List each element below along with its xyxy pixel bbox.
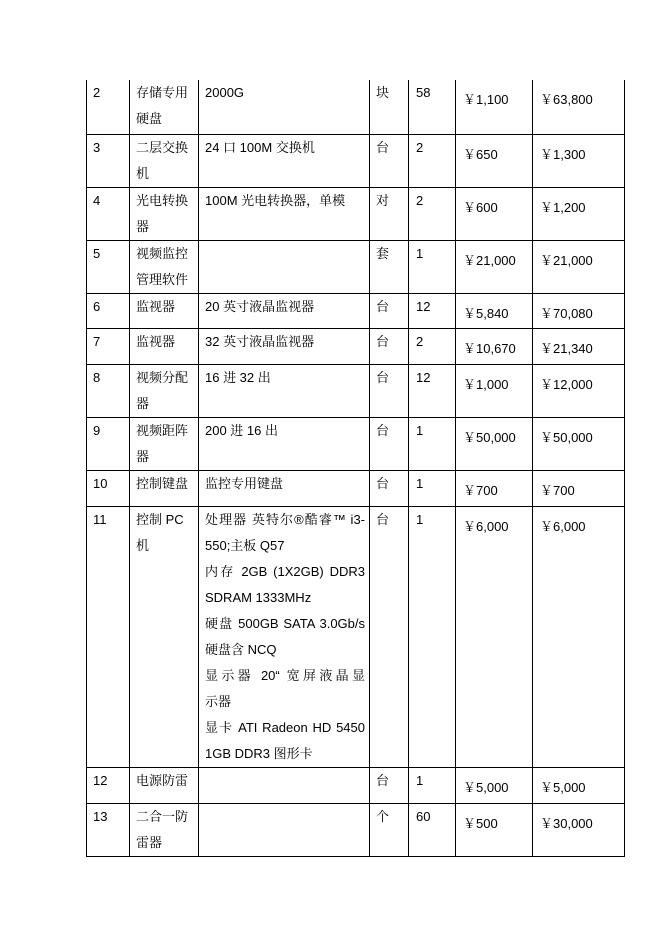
spec-line: 处理器 英特尔®酷睿™ i3- — [205, 511, 365, 527]
spec-line: 示器 — [205, 693, 232, 709]
table-row — [87, 803, 625, 856]
total-price-cell: ￥21,340 — [533, 328, 625, 364]
table-row — [87, 187, 625, 240]
row-number-cell: 5 — [87, 240, 130, 293]
spec-cell — [199, 803, 370, 856]
unit-price-cell: ￥500 — [456, 803, 533, 856]
total-price-cell: ￥1,300 — [533, 134, 625, 187]
spec-cell — [199, 506, 370, 767]
quantity-cell: 58 — [409, 80, 456, 134]
spec-cell: 20 英寸液晶监视器 — [199, 293, 370, 328]
quantity-cell: 12 — [409, 293, 456, 328]
unit-price-cell: ￥10,670 — [456, 328, 533, 364]
spec-cell — [199, 240, 370, 293]
item-name-cell: 控制键盘 — [130, 470, 199, 506]
unit-cell: 台 — [370, 767, 409, 803]
unit-cell: 台 — [370, 134, 409, 187]
spec-cell: 监控专用键盘 — [199, 470, 370, 506]
unit-cell: 套 — [370, 240, 409, 293]
table-row — [87, 134, 625, 187]
row-number-cell: 12 — [87, 767, 130, 803]
item-name-cell: 电源防雷 — [130, 767, 199, 803]
unit-cell: 台 — [370, 293, 409, 328]
quantity-cell: 1 — [409, 470, 456, 506]
quantity-cell: 1 — [409, 506, 456, 767]
spec-cell: 2000G — [199, 80, 370, 134]
unit-cell: 对 — [370, 187, 409, 240]
item-name-cell: 存储专用硬盘 — [130, 80, 199, 134]
item-name-cell: 控制 PC 机 — [130, 506, 199, 767]
unit-price-cell: ￥21,000 — [456, 240, 533, 293]
table-row — [87, 80, 625, 134]
total-price-cell: ￥63,800 — [533, 80, 625, 134]
unit-price-cell: ￥700 — [456, 470, 533, 506]
spec-line: 550;主板 Q57 — [205, 537, 285, 553]
table-row — [87, 767, 625, 803]
item-name-cell: 监视器 — [130, 328, 199, 364]
unit-price-cell: ￥600 — [456, 187, 533, 240]
item-name-cell: 视频监控管理软件 — [130, 240, 199, 293]
item-name-cell: 视频分配器 — [130, 364, 199, 417]
spec-line: 内存 2GB (1X2GB) DDR3 — [205, 563, 365, 579]
quantity-cell: 2 — [409, 187, 456, 240]
spec-cell: 100M 光电转换器，单模 — [199, 187, 370, 240]
row-number-cell: 6 — [87, 293, 130, 328]
spec-line: 1GB DDR3 图形卡 — [205, 745, 313, 761]
table-row — [87, 506, 625, 767]
spec-line: 显卡 ATI Radeon HD 5450 — [205, 719, 365, 735]
table-row — [87, 240, 625, 293]
item-name-cell: 监视器 — [130, 293, 199, 328]
row-number-cell: 3 — [87, 134, 130, 187]
spec-line: SDRAM 1333MHz — [205, 589, 312, 605]
row-number-cell: 9 — [87, 417, 130, 470]
unit-price-cell: ￥5,000 — [456, 767, 533, 803]
spec-cell: 24 口 100M 交换机 — [199, 134, 370, 187]
unit-cell: 块 — [370, 80, 409, 134]
unit-cell: 台 — [370, 506, 409, 767]
row-number-cell: 7 — [87, 328, 130, 364]
spec-cell: 32 英寸液晶监视器 — [199, 328, 370, 364]
total-price-cell: ￥5,000 — [533, 767, 625, 803]
total-price-cell: ￥700 — [533, 470, 625, 506]
spec-line: 显示器 20“ 宽屏液晶显 — [205, 667, 365, 683]
unit-cell: 台 — [370, 328, 409, 364]
equipment-price-table — [86, 80, 625, 857]
total-price-cell: ￥1,200 — [533, 187, 625, 240]
row-number-cell: 10 — [87, 470, 130, 506]
total-price-cell: ￥12,000 — [533, 364, 625, 417]
quantity-cell: 60 — [409, 803, 456, 856]
spec-cell: 200 进 16 出 — [199, 417, 370, 470]
unit-price-cell: ￥1,000 — [456, 364, 533, 417]
row-number-cell: 13 — [87, 803, 130, 856]
unit-cell: 台 — [370, 470, 409, 506]
item-name-cell: 二层交换机 — [130, 134, 199, 187]
total-price-cell: ￥30,000 — [533, 803, 625, 856]
quantity-cell: 12 — [409, 364, 456, 417]
quantity-cell: 1 — [409, 417, 456, 470]
spec-line: 硬盘 500GB SATA 3.0Gb/s — [205, 615, 365, 631]
spec-line: 硬盘含 NCQ — [205, 641, 277, 657]
quantity-cell: 2 — [409, 134, 456, 187]
quantity-cell: 2 — [409, 328, 456, 364]
unit-price-cell: ￥6,000 — [456, 506, 533, 767]
table-row — [87, 293, 625, 328]
unit-cell: 台 — [370, 364, 409, 417]
table-row — [87, 470, 625, 506]
unit-price-cell: ￥5,840 — [456, 293, 533, 328]
table-row — [87, 328, 625, 364]
row-number-cell: 2 — [87, 80, 130, 134]
unit-price-cell: ￥1,100 — [456, 80, 533, 134]
quantity-cell: 1 — [409, 240, 456, 293]
row-number-cell: 8 — [87, 364, 130, 417]
total-price-cell: ￥6,000 — [533, 506, 625, 767]
total-price-cell: ￥50,000 — [533, 417, 625, 470]
unit-price-cell: ￥650 — [456, 134, 533, 187]
row-number-cell: 4 — [87, 187, 130, 240]
quantity-cell: 1 — [409, 767, 456, 803]
row-number-cell: 11 — [87, 506, 130, 767]
spec-cell — [199, 767, 370, 803]
spec-cell: 16 进 32 出 — [199, 364, 370, 417]
unit-cell: 台 — [370, 417, 409, 470]
total-price-cell: ￥21,000 — [533, 240, 625, 293]
item-name-cell: 视频距阵器 — [130, 417, 199, 470]
table-row — [87, 364, 625, 417]
unit-price-cell: ￥50,000 — [456, 417, 533, 470]
total-price-cell: ￥70,080 — [533, 293, 625, 328]
table-row — [87, 417, 625, 470]
unit-cell: 个 — [370, 803, 409, 856]
item-name-cell: 二合一防雷器 — [130, 803, 199, 856]
item-name-cell: 光电转换器 — [130, 187, 199, 240]
